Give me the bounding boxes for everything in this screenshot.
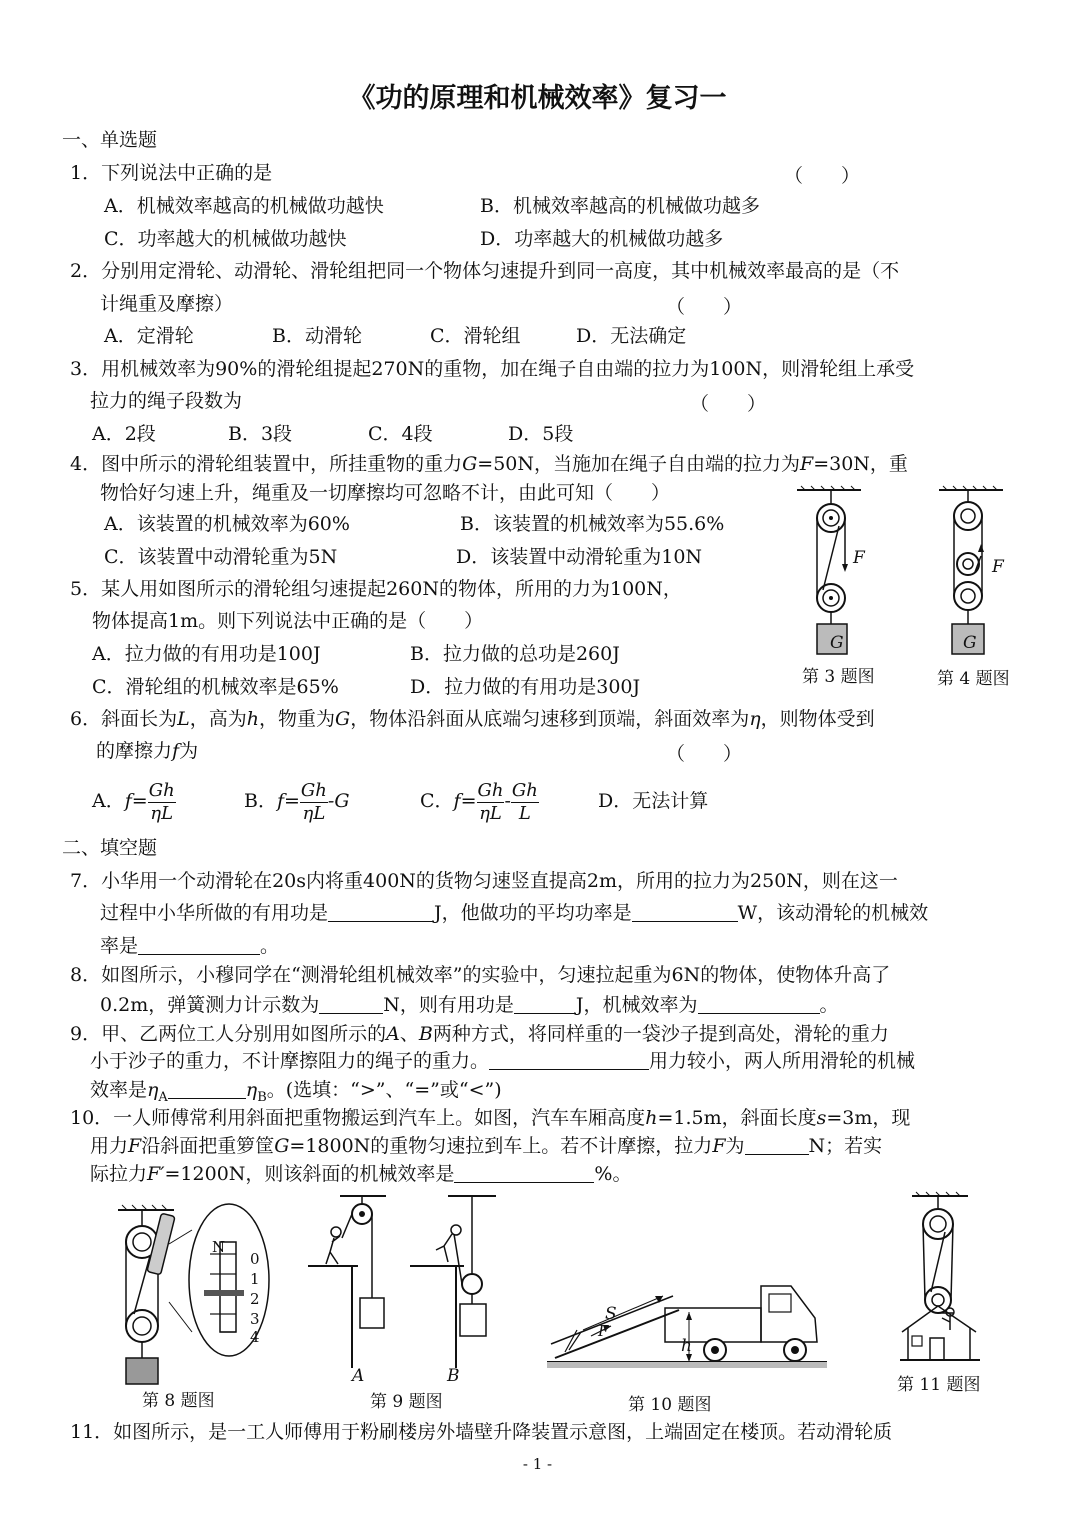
- q10-blank-force[interactable]: [745, 1134, 809, 1155]
- q8-line2: 0.2m，弹簧测力计示数为 N，则有用功是 J，机械效率为 。: [100, 994, 839, 1016]
- section-single-choice: 一、单选题: [62, 129, 158, 151]
- q5-option-c: C．滑轮组的机械效率是65%: [92, 676, 339, 698]
- fig8-tick-2: 2: [250, 1290, 260, 1308]
- q3-option-a: A．2段: [92, 423, 156, 445]
- fig8-tick-3: 3: [250, 1310, 260, 1328]
- q3-stem-line2: 拉力的绳子段数为: [90, 390, 243, 412]
- figure-8-caption: 第 8 题图: [142, 1391, 215, 1411]
- figure-4-caption: 第 4 题图: [937, 669, 1010, 689]
- q4-stem-line2: 物恰好匀速上升，绳重及一切摩擦均可忽略不计，由此可知（ ）: [100, 482, 671, 504]
- q1-answer-paren: （ ）: [784, 165, 861, 187]
- figure-8-pulley-with-spring-scale: [112, 1202, 272, 1386]
- figure-9-caption: 第 9 题图: [370, 1392, 443, 1412]
- q3-option-d: D．5段: [508, 423, 574, 445]
- q4-option-b: B．该装置的机械效率为55.6%: [460, 513, 725, 535]
- fig8-tick-1: 1: [250, 1270, 260, 1288]
- q5-option-d: D．拉力做的有用功是300J: [410, 676, 641, 698]
- fig9-label-b: B: [447, 1366, 460, 1386]
- q6-option-b: B．f= $\frac{Gh}{\eta L}$ -G: [244, 779, 350, 824]
- q6-option-c: C．f= $\frac{Gh}{\eta L}$ - $\frac{Gh}{L}$: [420, 779, 538, 824]
- fig4-force-label: F: [992, 557, 1004, 577]
- section-fill-blank: 二、填空题: [62, 837, 158, 859]
- q10-line2: 用力F沿斜面把重箩筐G=1800N的重物匀速拉到车上。若不计摩擦，拉力F为 N；若实: [90, 1135, 883, 1157]
- q6-answer-paren: （ ）: [666, 743, 743, 765]
- q2-option-d: D．无法确定: [576, 325, 687, 347]
- q9-line3: 效率是$\eta_A$ $\eta_B$。(选填：“>”、“=”或“<”): [90, 1079, 502, 1105]
- fig8-tick-4: 4: [250, 1328, 260, 1346]
- q3-stem-line1: 3．用机械效率为90%的滑轮组提起270N的重物，加在绳子自由端的拉力为100N，则滑轮组上承受: [70, 358, 915, 380]
- q2-option-a: A．定滑轮: [104, 325, 194, 347]
- q8-line1: 8．如图所示，小穆同学在“测滑轮组机械效率”的实验中，匀速拉起重为6N的物体，使物体升高了: [70, 964, 891, 986]
- fig10-slope-label: S: [605, 1304, 617, 1324]
- fig4-weight-label: G: [963, 633, 977, 653]
- q7-line2: 过程中小华所做的有用功是 J，他做功的平均功率是 W，该动滑轮的机械效: [100, 902, 929, 924]
- q4-option-c: C．该装置中动滑轮重为5N: [104, 546, 338, 568]
- q6-option-a: A．f= $\frac{Gh}{\eta L}$: [92, 779, 175, 824]
- q6-stem-line1: 6．斜面长为L，高为h，物重为G，物体沿斜面从底端匀速移到顶端，斜面效率为η，则物体受到: [70, 708, 875, 730]
- q7-blank-efficiency[interactable]: [138, 934, 260, 955]
- figure-9-workers-pulleys: [306, 1190, 506, 1376]
- q1-option-d: D．功率越大的机械做功越多: [480, 228, 724, 250]
- q1-stem: 1．下列说法中正确的是: [70, 162, 273, 184]
- q10-blank-efficiency[interactable]: [454, 1162, 594, 1183]
- q2-stem-line2: 计绳重及摩擦）: [100, 293, 234, 315]
- q4-stem-line1: 4．图中所示的滑轮组装置中，所挂重物的重力G=50N，当施加在绳子自由端的拉力为F=30N，重: [70, 453, 908, 475]
- fig8-unit-label: N: [212, 1238, 226, 1256]
- q2-answer-paren: （ ）: [666, 296, 743, 318]
- q3-answer-paren: （ ）: [690, 393, 767, 415]
- figure-3-caption: 第 3 题图: [802, 667, 875, 687]
- fig10-force-label: F: [598, 1322, 609, 1340]
- q7-blank-useful-work[interactable]: [328, 901, 434, 922]
- figure-10-caption: 第 10 题图: [628, 1395, 712, 1415]
- q1-option-a: A．机械效率越高的机械做功越快: [104, 195, 384, 217]
- q5-stem-line1: 5．某人用如图所示的滑轮组匀速提起260N的物体，所用的力为100N，: [70, 578, 682, 600]
- q6-option-d: D．无法计算: [598, 790, 709, 812]
- figure-11-caption: 第 11 题图: [897, 1375, 981, 1395]
- q2-stem-line1: 2．分别用定滑轮、动滑轮、滑轮组把同一个物体匀速提升到同一高度，其中机械效率最高的是（不: [70, 260, 900, 282]
- q7-blank-power[interactable]: [632, 901, 738, 922]
- q10-line3: 际拉力F′=1200N，则该斜面的机械效率是 %。: [90, 1163, 632, 1185]
- page-number: - 1 -: [522, 1455, 553, 1473]
- fig3-force-label: F: [853, 548, 865, 568]
- q4-option-a: A．该装置的机械效率为60%: [104, 513, 350, 535]
- q11-line1: 11．如图所示，是一工人师傅用于粉刷楼房外墙壁升降装置示意图，上端固定在楼顶。若动滑轮质: [70, 1421, 893, 1443]
- q10-line1: 10．一人师傅常利用斜面把重物搬运到汽车上。如图，汽车车厢高度h=1.5m，斜面长度s=3m，现: [70, 1107, 911, 1129]
- q9-blank-who[interactable]: [489, 1049, 649, 1070]
- q7-line1: 7．小华用一个动滑轮在20s内将重400N的货物匀速竖直提高2m，所用的拉力为250N，则在这一: [70, 870, 898, 892]
- page-title: 《功的原理和机械效率》复习一: [348, 83, 727, 114]
- q3-option-c: C．4段: [368, 423, 433, 445]
- q9-blank-compare[interactable]: [168, 1078, 246, 1099]
- q9-line2: 小于沙子的重力，不计摩擦阻力的绳子的重力。 用力较小，两人所用滑轮的机械: [90, 1050, 916, 1072]
- q7-line3: 率是 。: [100, 935, 280, 957]
- q5-stem-line2: 物体提高1m。则下列说法中正确的是（ ）: [92, 610, 484, 632]
- q1-option-c: C．功率越大的机械做功越快: [104, 228, 347, 250]
- fig10-height-label: h: [681, 1336, 692, 1356]
- q8-blank-efficiency[interactable]: [698, 993, 820, 1014]
- fig8-tick-0: 0: [250, 1250, 260, 1268]
- fig9-label-a: A: [352, 1366, 365, 1386]
- q1-option-b: B．机械效率越高的机械做功越多: [480, 195, 760, 217]
- q4-option-d: D．该装置中动滑轮重为10N: [456, 546, 703, 568]
- q2-option-b: B．动滑轮: [272, 325, 362, 347]
- q8-blank-reading[interactable]: [319, 993, 383, 1014]
- q3-option-b: B．3段: [228, 423, 293, 445]
- figure-11-wall-lift: [896, 1192, 986, 1368]
- q9-line1: 9．甲、乙两位工人分别用如图所示的A、B两种方式，将同样重的一袋沙子提到高处，滑轮的重力: [70, 1023, 889, 1045]
- q8-blank-useful-work[interactable]: [514, 993, 576, 1014]
- q5-option-a: A．拉力做的有用功是100J: [92, 643, 321, 665]
- q5-option-b: B．拉力做的总功是260J: [410, 643, 620, 665]
- q6-stem-line2: 的摩擦力f为: [96, 740, 199, 762]
- fig3-weight-label: G: [830, 633, 844, 653]
- figure-10-truck-incline: [545, 1270, 830, 1376]
- q2-option-c: C．滑轮组: [430, 325, 521, 347]
